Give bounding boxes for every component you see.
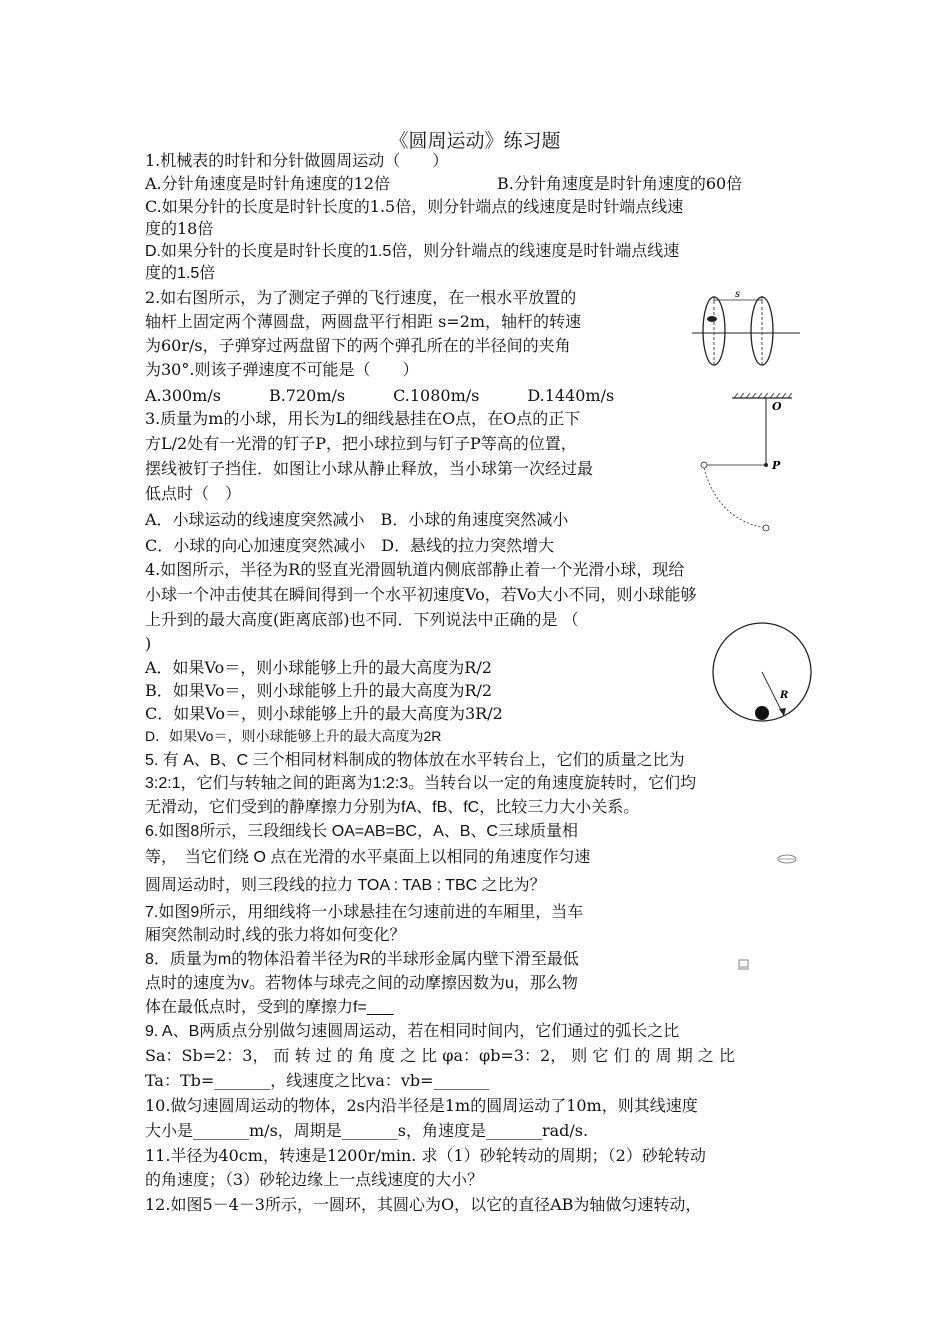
q3-pendulum-figure (698, 390, 798, 540)
q9-line3: Ta：Tb=_______，线速度之比va：vb=_______ (145, 1071, 490, 1090)
q4-line1: 4.如图所示，半径为R的竖直光滑圆轨道内侧底部静止着一个光滑小球，现给 (145, 560, 685, 579)
q1-option-c-line1: C.如果分针的长度是时针长度的1.5倍，则分针端点的线速度是时针端点线速 (145, 197, 684, 216)
q6-line2: 等， 当它们绕 O 点在光滑的水平桌面上以相同的角速度作匀速 (145, 849, 591, 866)
q2-line1: 2.如右图所示，为了测定子弹的飞行速度，在一根水平放置的 (145, 288, 577, 307)
q11-line1: 11.半径为40cm，转速是1200r/min. 求（1）砂轮转动的周期；（2）砂轮转动 (145, 1146, 706, 1165)
q3-line2: 方L/2处有一光滑的钉子P，把小球拉到与钉子P等高的位置， (145, 434, 577, 453)
q1-option-b: B.分针角速度是时针角速度的60倍 (497, 174, 743, 193)
q8-figure-icon (737, 958, 751, 972)
q2-line3: 为60r/s，子弹穿过两盘留下的两个弹孔所在的半径间的夹角 (145, 336, 571, 355)
q3-fig-label-p: P (772, 459, 781, 472)
q4-option-a: A．如果Vo＝，则小球能够上升的最大高度为R/2 (145, 658, 492, 677)
q3-line4: 低点时（ ） (145, 484, 242, 503)
q4-line3: 上升到的最大高度(距离底部)也不同．下列说法中正确的是 （ (145, 610, 579, 629)
q11-line2: 的角速度；（3）砂轮边缘上一点线速度的大小？ (145, 1170, 484, 1189)
q5-line3: 无滑动，它们受到的静摩擦力分别为fA、fB、fC，比较三力大小关系。 (145, 799, 640, 816)
q4-line2: 小球一个冲击使其在瞬间得到一个水平初速度Vo，若Vo大小不同，则小球能够 (145, 585, 697, 604)
q4-option-d: D．如果Vo＝，则小球能够上升的最大高度为2R (145, 728, 442, 744)
q7-line2: 厢突然制动时,线的张力将如何变化？ (145, 927, 406, 944)
q6-line1: 6.如图8所示，三段细线长 OA=AB=BC，A、B、C三球质量相 (145, 823, 578, 840)
q1-stem: 1.机械表的时针和分针做圆周运动（ ） (145, 151, 449, 170)
q1-option-d-line1: D.如果分针的长度是时针长度的1.5倍，则分针端点的线速度是时针端点线速 (145, 243, 680, 260)
q6-figure-icon (775, 852, 799, 866)
q2-line4: 为30°.则该子弹速度不可能是（ ） (145, 360, 419, 379)
q3-options-ab: A．小球运动的线速度突然减小 B．小球的角速度突然减小 (145, 510, 569, 529)
q2-options: A.300m/s B.720m/s C.1080m/s D.1440m/s (145, 386, 615, 405)
q3-line3: 摆线被钉子挡住．如图让小球从静止释放，当小球第一次经过最 (145, 459, 594, 478)
q5-line1: 5. 有 A、B、C 三个相同材料制成的物体放在水平转台上，它们的质量之比为 (145, 752, 685, 769)
q1-option-c-line2: 度的18倍 (145, 219, 214, 238)
q4-fig-label-r: R (780, 690, 789, 701)
q5-line2: 3:2:1，它们与转轴之间的距离为1:2:3。当转台以一定的角速度旋转时，它们均 (145, 775, 697, 792)
q2-disc-figure (690, 285, 805, 375)
q8-line2: 点时的速度为v。若物体与球壳之间的动摩擦因数为u，那么物 (145, 975, 578, 992)
q10-line2: 大小是_______m/s，周期是_______s，角速度是_______rad/s. (145, 1121, 589, 1140)
q4-option-b: B．如果Vo＝，则小球能够上升的最大高度为R/2 (145, 681, 493, 700)
q4-line4: ) (145, 634, 152, 653)
q10-line1: 10.做匀速圆周运动的物体，2s内沿半径是1m的圆周运动了10m，则其线速度 (145, 1096, 698, 1115)
q3-options-cd: C．小球的向心加速度突然减小 D．悬线的拉力突然增大 (145, 536, 555, 555)
q2-line2: 轴杆上固定两个薄圆盘，两圆盘平行相距 s=2m，轴杆的转速 (145, 312, 582, 331)
q1-option-a: A.分针角速度是时针角速度的12倍 (145, 174, 391, 193)
q4-circle-track-figure (708, 620, 816, 725)
q4-option-c: C．如果Vo＝，则小球能够上升的最大高度为3R/2 (145, 704, 503, 723)
q12-line1: 12.如图5－4－3所示，一圆环，其圆心为O，以它的直径AB为轴做匀速转动， (145, 1195, 702, 1214)
q9-line1: 9. A、B两质点分别做匀速圆周运动，若在相同时间内，它们通过的弧长之比 (145, 1023, 680, 1040)
q6-line3: 圆周运动时，则三段线的拉力 TOA : TAB : TBC 之比为？ (145, 877, 546, 894)
q8-line1: 8．质量为m的物体沿着半径为R的半球形金属内壁下滑至最低 (145, 951, 579, 968)
q9-line2: Sa：Sb=2：3， 而 转 过 的 角 度 之 比 φa：φb=3：2， 则 它 们 的 周 期 之 比 (145, 1046, 735, 1065)
q8-line3: 体在最低点时，受到的摩擦力f=___ (145, 999, 394, 1016)
page-title: 《圆周运动》练习题 (389, 130, 561, 152)
q3-fig-label-o: O (772, 400, 782, 413)
q2-fig-label-s: s (735, 289, 741, 300)
q7-line1: 7.如图9所示，用细线将一小球悬挂在匀速前进的车厢里，当车 (145, 904, 584, 921)
q1-option-d-line2: 度的1.5倍 (145, 265, 216, 282)
q3-line1: 3.质量为m的小球，用长为L的细线悬挂在O点，在O点的正下 (145, 409, 581, 428)
